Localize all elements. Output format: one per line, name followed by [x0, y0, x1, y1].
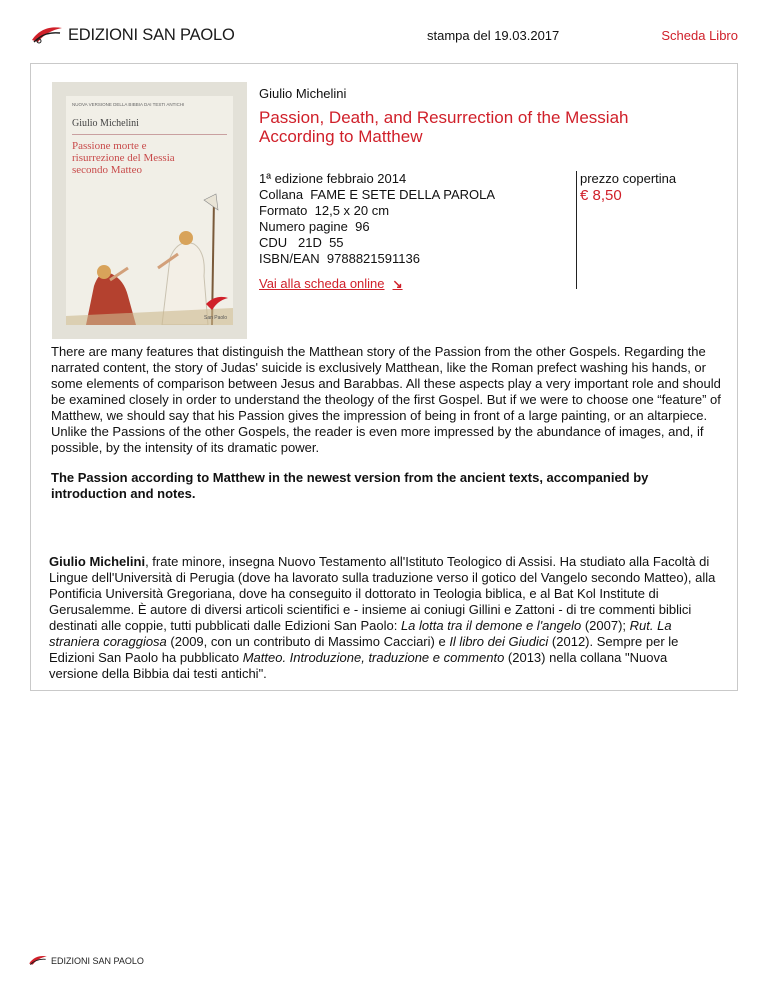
isbn-line: ISBN/EAN 9788821591136	[259, 251, 420, 266]
cover-painting-image	[66, 176, 233, 325]
bio-author-name: Giulio Michelini	[49, 554, 146, 569]
pages-line: Numero pagine 96	[259, 219, 370, 234]
online-sheet-link-label: Vai alla scheda online	[259, 276, 385, 291]
series-line: Collana FAME E SETE DELLA PAROLA	[259, 187, 496, 202]
cover-title: Passione morte e risurrezione del Messia secondo Matteo	[72, 140, 175, 176]
bio-text-1: , frate minore, insegna Nuovo Testamento all'Istituto Teologico di Assisi. Ha studiato alla Facoltà di Lingue dell'Università di Perugia (dove ha lavorato sulla traduzione verso il gotico del Vangelo secondo Matteo), alla Pontificia Università Gregoriana, dove ha conseguito il dottorato in Teologia biblica, e al Bat Kol Institute di Gerusalemme. È autore di diversi articoli scientifici e - insieme ai coniugi Gillini e Zattoni - di tre commenti biblici destinati alle coppie, tutti pubblicati dalle Edizioni San Paolo:	[49, 554, 716, 633]
format-line: Formato 12,5 x 20 cm	[259, 203, 390, 218]
publisher-logo	[30, 24, 235, 46]
bio-work-1: La lotta tra il demone e l'angelo	[400, 618, 582, 633]
cover-page	[66, 96, 233, 325]
san-paolo-swoosh-icon	[28, 954, 48, 967]
price-value: € 8,50	[580, 187, 622, 204]
bio-text-4: (2012). Sempre per le Edizioni San Paolo ha pubblicato	[49, 634, 679, 665]
footer-brand: EDIZIONI SAN PAOLO	[51, 955, 144, 966]
cover-rule	[72, 134, 227, 135]
cover-author: Giulio Michelini	[72, 118, 139, 129]
price-divider	[576, 171, 577, 289]
price-label: prezzo copertina	[580, 171, 677, 186]
bio-text-2: (2007);	[581, 618, 630, 633]
page-header	[0, 0, 768, 60]
scheda-libro-label: Scheda Libro	[661, 28, 738, 43]
book-title: Passion, Death, and Resurrection of the Messiah According to Matthew	[259, 108, 629, 146]
cover-publisher-mark: San Paolo	[204, 315, 228, 321]
author-bio	[49, 554, 719, 682]
footer-logo	[28, 954, 144, 967]
bio-text-5: (2013) nella collana "Nuova versione della Bibbia dai testi antichi".	[49, 650, 668, 681]
print-date: stampa del 19.03.2017	[427, 28, 560, 43]
edition-line: 1ª edizione febbraio 2014	[259, 171, 407, 186]
bio-work-4: Matteo. Introduzione, traduzione e commento	[242, 650, 505, 665]
arrow-down-right-icon: ↘	[392, 276, 403, 291]
cover-series: NUOVA VERSIONE DELLA BIBBIA DAI TESTI ANTICHI	[72, 102, 185, 107]
brand-name: EDIZIONI SAN PAOLO	[68, 25, 235, 44]
book-details	[259, 171, 495, 267]
book-card	[30, 63, 738, 691]
book-cover	[52, 82, 247, 339]
book-description: There are many features that distinguish the Matthean story of the Passion from the other Gospels. Regarding the narrated content, the story of Judas' suicide is exclusively Matthean, like the Roman prefect washing his hands, or some elements of comparison between Jesus and Barabbas. All these aspects play a very important role and should be examined closely in order to understand the theology of the first Gospel. But if we were to choose one “feature” of Matthew, we should say that his Passion gives the impression of being in front of a large painting, or an altarpiece. Unlike the Passions of the other Gospels, the reader is even more impressed by the abundance of images, and, if possible, by the intensity of its dramatic power.	[51, 344, 721, 455]
bio-work-2: Rut. La straniera coraggiosa	[49, 618, 672, 649]
cdu-line: CDU 21D 55	[259, 235, 344, 250]
book-author: Giulio Michelini	[259, 86, 347, 101]
book-tagline: The Passion according to Matthew in the newest version from the ancient texts, accompanied by introduction and notes.	[51, 470, 649, 501]
online-sheet-link[interactable]	[259, 276, 403, 291]
san-paolo-swoosh-icon	[30, 24, 64, 46]
bio-text-3: (2009, con un contributo di Massimo Cacciari) e	[166, 634, 450, 649]
bio-work-3: Il libro dei Giudici	[449, 634, 549, 649]
